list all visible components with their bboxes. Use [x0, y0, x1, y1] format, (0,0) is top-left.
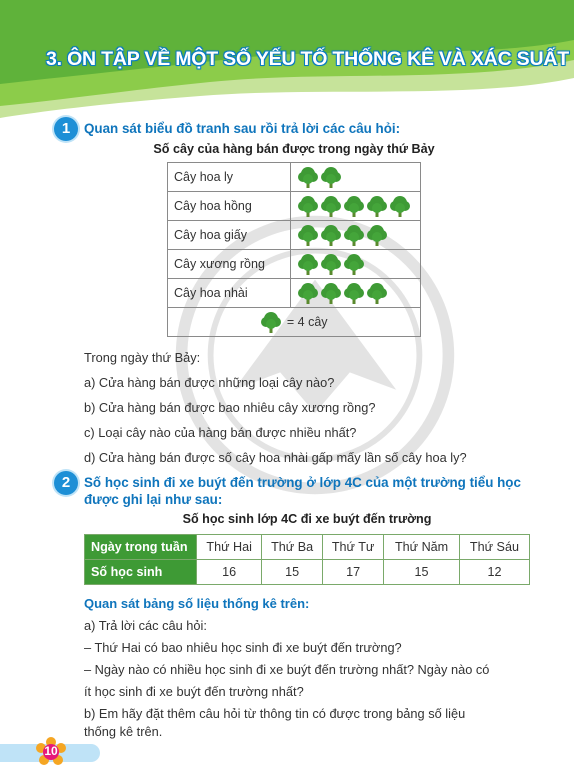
tree-icon — [343, 282, 365, 305]
legend-row — [168, 308, 421, 337]
category-label: Cây hoa giấy — [168, 221, 291, 250]
tree-icon — [297, 224, 319, 247]
q2-line: b) Em hãy đặt thêm câu hỏi từ thông tin có được trong bảng số liệu — [84, 706, 466, 721]
pictograph-row — [168, 279, 421, 308]
tree-icon — [320, 195, 342, 218]
chart-title: Số cây của hàng bán được trong ngày thứ Bảy — [153, 142, 435, 156]
tree-icon — [343, 253, 365, 276]
q1-question-b: b) Cửa hàng bán được bao nhiêu cây xương rồng? — [84, 400, 376, 415]
row-header-count: Số học sinh — [85, 560, 197, 585]
q2-line: thống kê trên. — [84, 724, 163, 739]
q1-question-d: d) Cửa hàng bán được số cây hoa nhài gấp mấy lần số cây hoa ly? — [84, 450, 467, 465]
table-title: Số học sinh lớp 4C đi xe buýt đến trường — [182, 512, 432, 526]
legend-text: = 4 cây — [283, 314, 328, 329]
row-header-day: Ngày trong tuần — [85, 535, 197, 560]
question-2-badge: 2 — [54, 471, 78, 495]
lesson-title: 3. ÔN TẬP VỀ MỘT SỐ YẾU TỐ THỐNG KÊ VÀ XÁC SUẤT — [46, 48, 569, 70]
q2-line: ít học sinh đi xe buýt đến trường nhất? — [84, 684, 304, 699]
question-2-heading-line1: Số học sinh đi xe buýt đến trường ở lớp 4C của một trường tiểu học — [84, 475, 521, 490]
day-cell: Thứ Năm — [384, 535, 460, 560]
tree-icon — [320, 253, 342, 276]
q2-line: – Thứ Hai có bao nhiêu học sinh đi xe buýt đến trường? — [84, 640, 402, 655]
category-label: Cây hoa nhài — [168, 279, 291, 308]
pictograph-row — [168, 250, 421, 279]
q1-question-c: c) Loại cây nào của hàng bán được nhiều nhất? — [84, 425, 357, 440]
pictograph-table — [167, 162, 421, 337]
icon-cell — [291, 250, 421, 279]
tree-icon — [320, 166, 342, 189]
icon-cell — [291, 221, 421, 250]
q1-intro: Trong ngày thứ Bảy: — [84, 350, 201, 365]
tree-icon — [343, 195, 365, 218]
icon-cell — [291, 163, 421, 192]
pictograph-row — [168, 163, 421, 192]
tree-icon — [343, 224, 365, 247]
question-2-heading-line2: được ghi lại như sau: — [84, 492, 223, 507]
tree-icon — [297, 195, 319, 218]
tree-icon — [366, 195, 388, 218]
pictograph-row — [168, 192, 421, 221]
count-cell: 16 — [197, 560, 262, 585]
count-cell: 15 — [384, 560, 460, 585]
question-1-badge: 1 — [54, 117, 78, 141]
pictograph-row — [168, 221, 421, 250]
tree-icon — [260, 311, 282, 334]
icon-cell — [291, 192, 421, 221]
category-label: Cây hoa ly — [168, 163, 291, 192]
q2-line: a) Trả lời các câu hỏi: — [84, 618, 207, 633]
count-cell: 15 — [262, 560, 323, 585]
chart-legend — [168, 308, 421, 337]
count-cell: 17 — [322, 560, 383, 585]
count-cell: 12 — [459, 560, 529, 585]
page-number: 10 — [44, 744, 58, 758]
day-cell: Thứ Tư — [322, 535, 383, 560]
tree-icon — [366, 224, 388, 247]
q2-subheading: Quan sát bảng số liệu thống kê trên: — [84, 596, 310, 611]
category-label: Cây hoa hồng — [168, 192, 291, 221]
q1-question-a: a) Cửa hàng bán được những loại cây nào? — [84, 375, 335, 390]
day-cell: Thứ Ba — [262, 535, 323, 560]
day-cell: Thứ Hai — [197, 535, 262, 560]
category-label: Cây xương rồng — [168, 250, 291, 279]
question-1-heading: Quan sát biểu đồ tranh sau rồi trả lời các câu hỏi: — [84, 121, 401, 136]
tree-icon — [389, 195, 411, 218]
q2-line: – Ngày nào có nhiều học sinh đi xe buýt đến trường nhất? Ngày nào có — [84, 662, 490, 677]
day-cell: Thứ Sáu — [459, 535, 529, 560]
tree-icon — [320, 282, 342, 305]
bus-students-table — [84, 534, 530, 585]
tree-icon — [297, 166, 319, 189]
tree-icon — [366, 282, 388, 305]
tree-icon — [297, 253, 319, 276]
tree-icon — [320, 224, 342, 247]
icon-cell — [291, 279, 421, 308]
tree-icon — [297, 282, 319, 305]
